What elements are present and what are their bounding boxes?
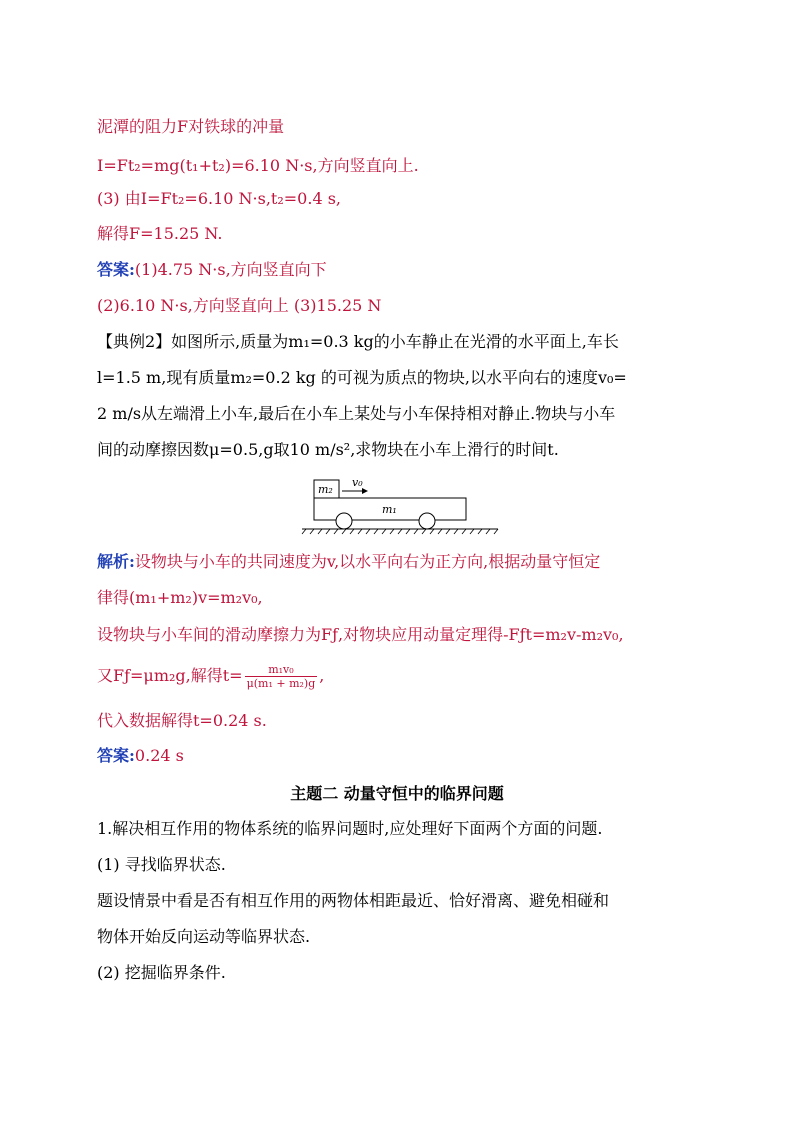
answer-line: [97, 745, 184, 767]
arrow-head-icon: [362, 488, 368, 494]
solution-line: 代入数据解得t=0.24 s.: [97, 711, 267, 730]
section-heading: 主题二 动量守恒中的临界问题: [290, 784, 504, 803]
body-text-line: (1) 寻找临界状态.: [97, 855, 226, 874]
fraction-denominator: μ(m₁ + m₂)g: [246, 677, 316, 690]
velocity-label: v₀: [352, 476, 363, 489]
body-text-line: 题设情景中看是否有相互作用的两物体相距最近、恰好滑离、避免相碰和: [97, 891, 610, 910]
block-label: m₂: [318, 483, 333, 496]
answer-text: 0.24 s: [134, 746, 184, 765]
answer-text: (1)4.75 N·s,方向竖直向下: [134, 260, 327, 279]
solution-label: 解析:: [97, 552, 135, 571]
body-text-line: 物体开始反向运动等临界状态.: [97, 927, 311, 946]
text-line: (3) 由I=Ft₂=6.10 N·s,t₂=0.4 s,: [97, 189, 342, 208]
wheel-icon: [419, 513, 435, 529]
cart-block-figure: [300, 474, 500, 536]
ground-hatching: [302, 529, 498, 534]
text-line: 解得F=15.25 N.: [97, 224, 223, 243]
answer-line: (2)6.10 N·s,方向竖直向上 (3)15.25 N: [97, 296, 382, 315]
problem-text-line: 间的动摩擦因数μ=0.5,g取10 m/s²,求物块在小车上滑行的时间t.: [97, 440, 559, 459]
body-text-line: 1.解决相互作用的物体系统的临界问题时,应处理好下面两个方面的问题.: [97, 819, 603, 838]
body-text-line: (2) 挖掘临界条件.: [97, 963, 226, 982]
solution-line: 律得(m₁+m₂)v=m₂v₀,: [97, 588, 263, 607]
text-line: I=Ft₂=mg(t₁+t₂)=6.10 N·s,方向竖直向上.: [97, 156, 419, 175]
solution-text: 又Fƒ=μm₂g,解得t=: [97, 666, 243, 685]
problem-text-line: l=1.5 m,现有质量m₂=0.2 kg 的可视为质点的物块,以水平向右的速度v₀=: [97, 368, 627, 387]
answer-label: 答案:: [97, 260, 135, 279]
solution-line: [97, 663, 324, 690]
fraction: [245, 663, 318, 690]
solution-text: ,: [319, 666, 325, 685]
text-line: 泥潭的阻力F对铁球的冲量: [97, 117, 285, 136]
fraction-numerator: m₁v₀: [245, 663, 318, 677]
problem-text-line: 2 m/s从左端滑上小车,最后在小车上某处与小车保持相对静止.物块与小车: [97, 404, 616, 423]
problem-text-line: 【典例2】如图所示,质量为m₁=0.3 kg的小车静止在光滑的水平面上,车长: [97, 332, 619, 351]
cart-label: m₁: [382, 503, 397, 516]
answer-label: 答案:: [97, 746, 135, 765]
answer-line: [97, 259, 327, 281]
solution-text: 设物块与小车的共同速度为v,以水平向右为正方向,根据动量守恒定: [134, 552, 601, 571]
wheel-icon: [336, 513, 352, 529]
solution-line: [97, 551, 600, 573]
solution-line: 设物块与小车间的滑动摩擦力为Fƒ,对物块应用动量定理得-Fƒt=m₂v-m₂v₀,: [97, 625, 624, 644]
